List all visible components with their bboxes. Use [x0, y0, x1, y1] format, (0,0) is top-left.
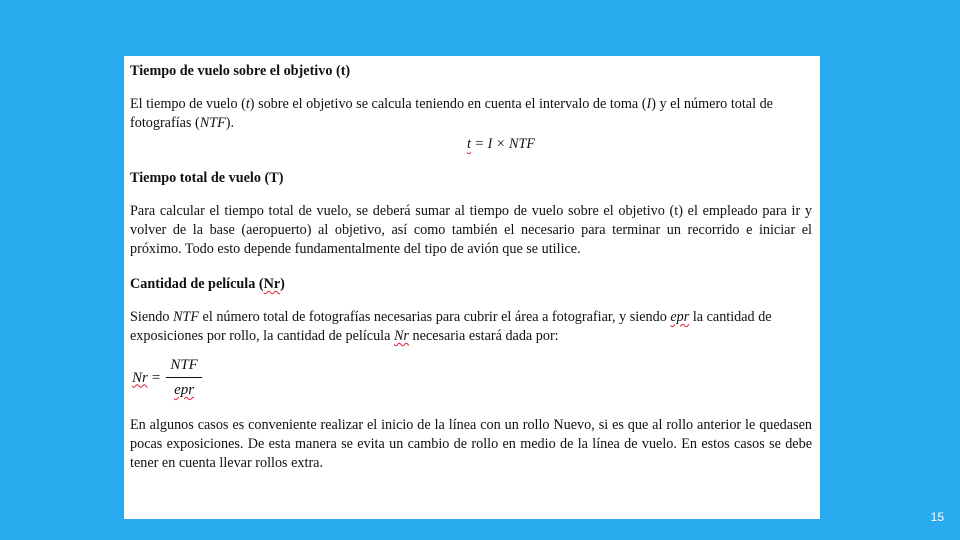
- fraction-denominator: epr: [174, 382, 195, 398]
- symbol-epr: epr: [670, 309, 690, 325]
- text-run: necesaria estará dada por:: [408, 328, 559, 344]
- section-heading-flight-time-over-target: Tiempo de vuelo sobre el objetivo (t): [130, 63, 351, 79]
- text-run: El tiempo de vuelo (: [130, 96, 246, 112]
- formula-lhs-nr: Nr: [132, 369, 148, 386]
- slide-number: 15: [930, 510, 944, 524]
- film-quantity-paragraph: [130, 308, 812, 346]
- text-run: Siendo: [130, 309, 173, 325]
- film-quantity-formula: [132, 356, 812, 400]
- fraction-numerator: NTF: [166, 356, 202, 378]
- symbol-nr: Nr: [393, 328, 409, 344]
- document-image: [124, 56, 820, 519]
- heading-text-end: ): [280, 276, 285, 292]
- section-heading-film-quantity: [130, 275, 812, 294]
- section-heading-total-flight-time: Tiempo total de vuelo (T): [130, 170, 284, 186]
- text-run: ) y el número total de fotografías (: [130, 96, 773, 131]
- flight-time-formula: [130, 133, 812, 155]
- text-run: el número total de fotografías necesarias para cubrir el área a fotografiar, y siendo: [199, 309, 671, 325]
- text-run: ) sobre el objetivo se calcula teniendo en cuenta el intervalo de toma (: [249, 96, 647, 112]
- total-flight-time-paragraph: Para calcular el tiempo total de vuelo, se deberá sumar al tiempo de vuelo sobre el objetivo (t) el empleado para ir y volver de la base (aeropuerto) al objetivo, así como también el necesario para terminar un recorrido e iniciar el próximo. Todo esto depende fundamentalmente del tipo de avión que se utilice.: [130, 203, 812, 257]
- symbol-ntf: NTF: [199, 115, 226, 131]
- formula-rhs: = I × NTF: [470, 136, 536, 152]
- formula-fraction: [166, 356, 202, 400]
- extra-rolls-paragraph: En algunos casos es conveniente realizar el inicio de la línea con un rollo Nuevo, si es que al rollo anterior le quedasen pocas exposiciones. De esta manera se evita un cambio de rollo en medio de la línea de vuelo. En estos casos se debe tener en cuenta llevar rollos extra.: [130, 417, 812, 471]
- symbol-i: I: [646, 96, 652, 112]
- flight-time-paragraph: [130, 95, 812, 133]
- formula-equals: =: [151, 369, 161, 386]
- text-run: la cantidad de exposiciones por rollo, la cantidad de película: [130, 309, 772, 344]
- symbol-ntf: NTF: [172, 309, 199, 325]
- heading-text: Cantidad de película (: [130, 276, 264, 292]
- formula-lhs: t: [466, 136, 471, 152]
- symbol-t: t: [245, 96, 250, 112]
- heading-symbol-nr: Nr: [263, 276, 281, 292]
- text-run: ).: [225, 115, 235, 131]
